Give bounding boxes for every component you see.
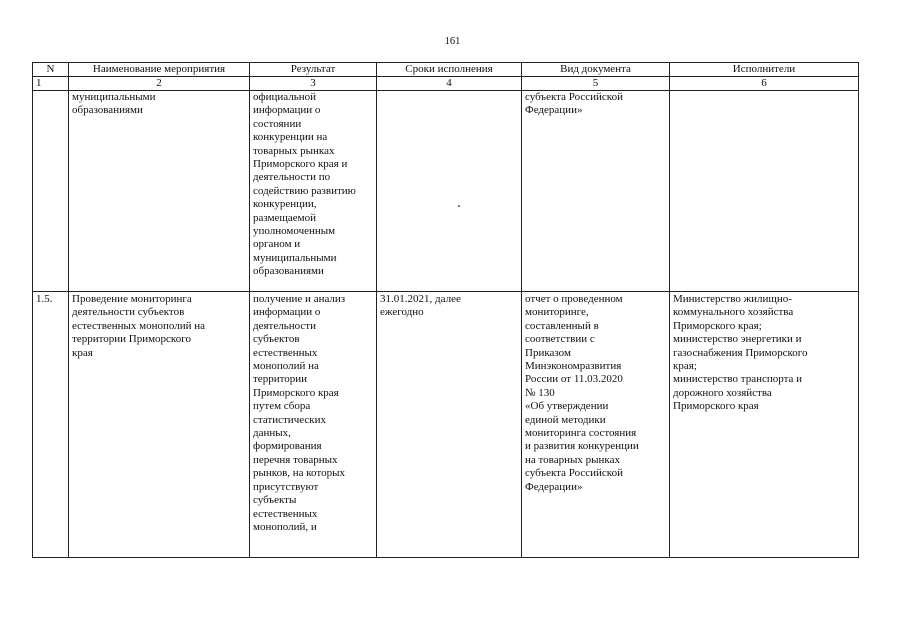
cell-executors [670,292,859,558]
cell-line: территории [253,373,308,386]
table-row [33,292,859,558]
cell-line: образованиями [72,104,143,117]
cell-line: № 130 [525,386,555,399]
cell-line: Приморского края и [253,158,348,171]
cell-line: дорожного хозяйства [673,386,772,399]
cell-line: муниципальными [253,251,337,264]
cell-line: уполномоченным [253,225,336,238]
cell-name [69,292,250,558]
header-document: Вид документа [522,63,670,77]
cell-line: Федерации» [525,480,583,493]
cell-line: информации о [253,306,321,319]
column-number-3: 3 [250,77,377,91]
cell-executors [670,91,859,292]
cell-line: конкуренции на [253,131,328,144]
cell-line: и развития конкуренции [525,440,639,453]
cell-line: мониторинга состояния [525,427,637,440]
cell-line: органом и [253,238,301,251]
cell-line: образованиями [253,265,324,278]
cell-line: Приказом [525,346,571,359]
cell-line: территории Приморского [72,333,191,346]
cell-line: края [72,346,93,359]
cell-line: товарных рынках [253,144,335,157]
cell-line: естественных монополий на [72,319,205,332]
header-result: Результат [250,63,377,77]
cell-line: края; [673,360,697,373]
cell-line: Федерации» [525,104,583,117]
cell-line: на товарных рынках [525,453,620,466]
table-row [33,91,859,292]
measures-table [32,62,859,558]
cell-document [522,91,670,292]
cell-document [522,292,670,558]
cell-n [33,91,69,292]
cell-line: единой методики [525,413,606,426]
cell-line: Минэкономразвития [525,360,622,373]
cell-line: формирования [253,440,322,453]
scan-speck [458,205,460,207]
cell-line: мониторинге, [525,306,589,319]
cell-line: отчет о проведенном [525,293,623,305]
cell-line: информации о [253,104,321,117]
cell-result [250,91,377,292]
header-n: N [33,63,69,77]
cell-line: размещаемой [253,211,316,224]
cell-line: муниципальными [72,91,156,103]
cell-line: России от 11.03.2020 [525,373,623,386]
cell-line: монополий, и [253,520,317,533]
cell-line: конкуренции, [253,198,317,211]
cell-line: рынков, на которых [253,467,345,480]
header-executors: Исполнители [670,63,859,77]
cell-line: министерство энергетики и [673,333,802,346]
cell-line: соответствии с [525,333,595,346]
cell-line: данных, [253,427,291,440]
cell-line: коммунального хозяйства [673,306,794,319]
cell-line: субъекты [253,494,297,507]
column-number-1: 1 [33,77,69,91]
column-number-2: 2 [69,77,250,91]
cell-line: Проведение мониторинга [72,293,192,305]
table-header-row [33,63,859,77]
cell-line: ежегодно [380,306,424,319]
cell-name [69,91,250,292]
cell-deadline [377,91,522,292]
cell-line: естественных [253,507,318,520]
cell-line: субъекта Российской [525,91,623,103]
cell-line: Приморского края [253,386,339,399]
cell-line: перечня товарных [253,453,338,466]
cell-line: путем сбора [253,400,311,413]
page-number: 161 [444,36,461,47]
header-deadline: Сроки исполнения [377,63,522,77]
cell-line: естественных [253,346,318,359]
cell-line: присутствуют [253,480,319,493]
cell-deadline [377,292,522,558]
cell-n: 1.5. [33,292,69,558]
cell-line: монополий на [253,360,319,373]
column-number-6: 6 [670,77,859,91]
cell-line: Приморского края; [673,319,762,332]
cell-line: субъектов [253,333,300,346]
cell-line: министерство транспорта и [673,373,803,386]
column-number-5: 5 [522,77,670,91]
cell-line: деятельности субъектов [72,306,185,319]
cell-line: статистических [253,413,326,426]
cell-line: официальной [253,91,317,103]
column-number-row [33,77,859,91]
column-number-4: 4 [377,77,522,91]
cell-line: составленный в [525,319,599,332]
cell-line: получение и анализ [253,293,346,305]
cell-line: деятельности по [253,171,331,184]
cell-line: 31.01.2021, далее [380,293,461,305]
cell-line: Министерство жилищно- [673,293,792,305]
cell-line: состоянии [253,117,302,130]
cell-line: Приморского края [673,400,759,413]
cell-line: содействию развитию [253,184,356,197]
cell-line: субъекта Российской [525,467,623,480]
cell-result [250,292,377,558]
cell-line: «Об утверждении [525,400,609,413]
header-name: Наименование мероприятия [69,63,250,77]
cell-line: газоснабжения Приморского [673,346,808,359]
cell-line: деятельности [253,319,316,332]
